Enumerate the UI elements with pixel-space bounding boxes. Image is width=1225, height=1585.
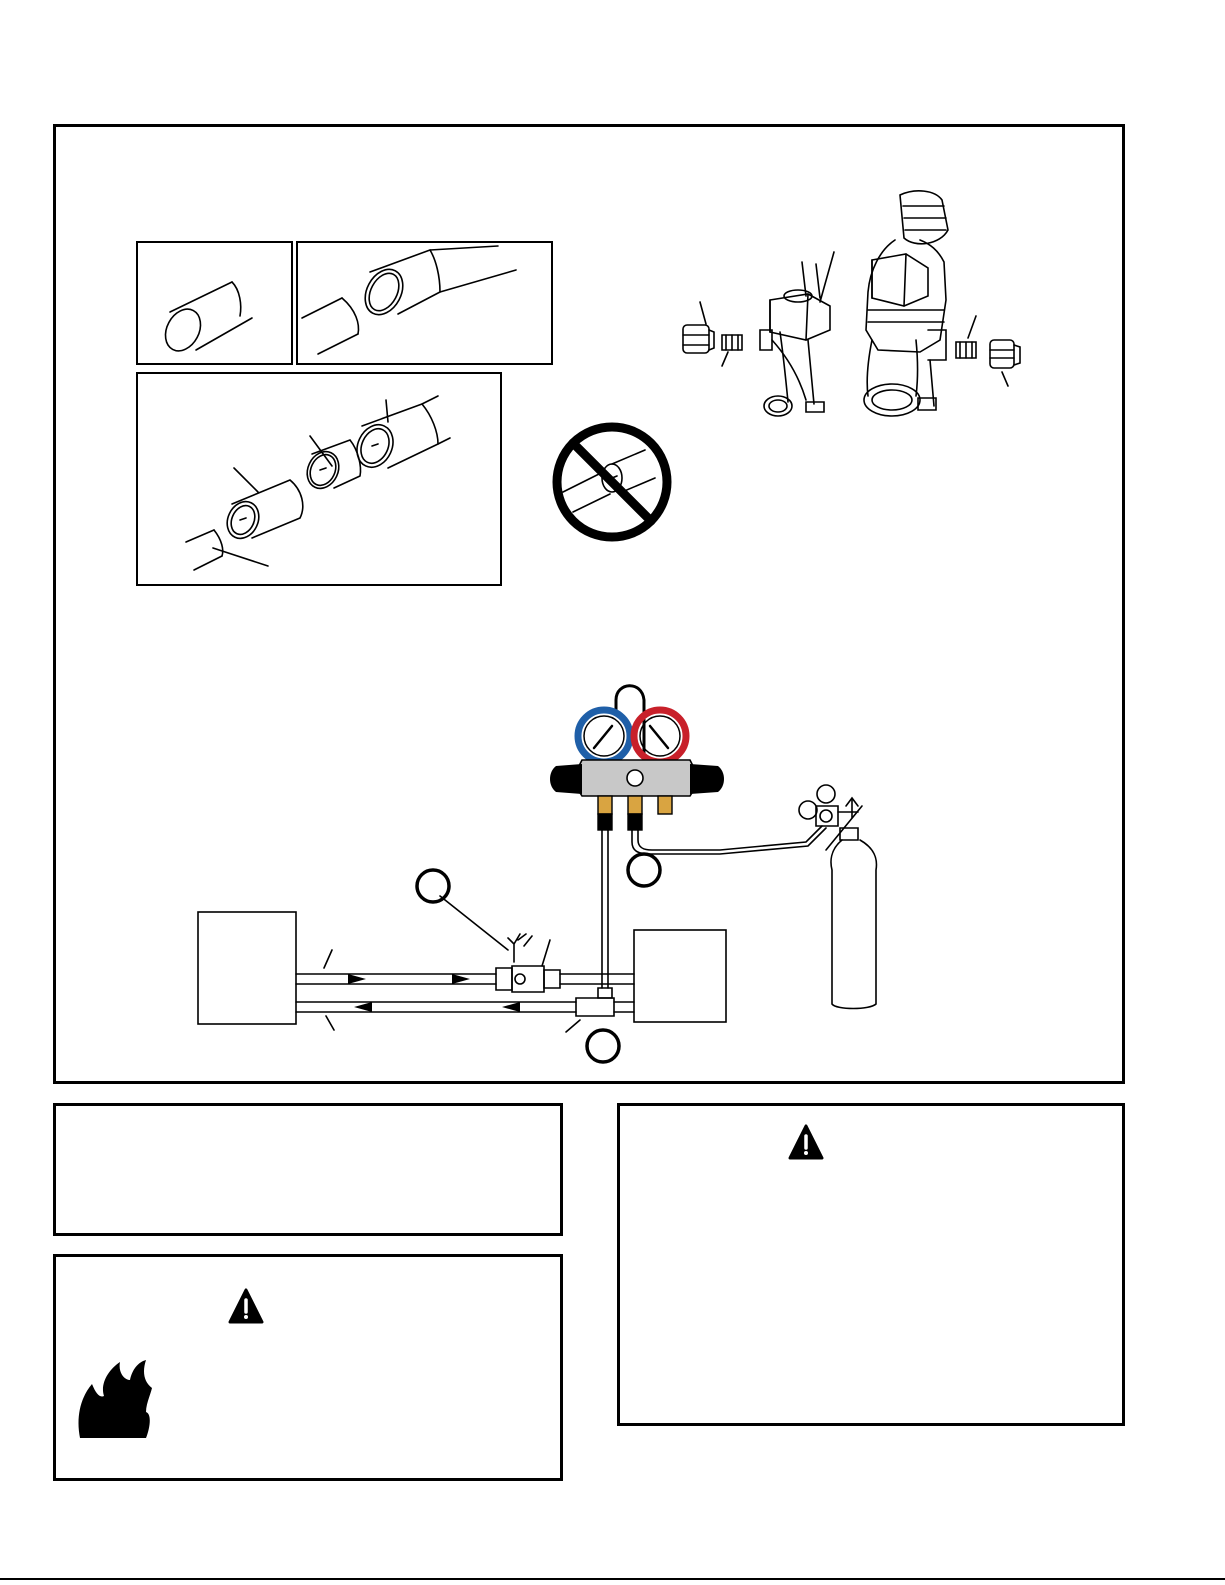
tube-pair-drawing xyxy=(302,246,516,354)
gauge-manifold xyxy=(578,686,686,762)
callout-circle-1 xyxy=(417,870,449,902)
callout-leader xyxy=(440,896,508,950)
warning-triangle-icon xyxy=(230,1290,262,1322)
regulator-gauge-top xyxy=(817,785,835,803)
manifold-sight-glass xyxy=(627,770,643,786)
nitrogen-cylinder xyxy=(831,840,876,1009)
low-side-hose xyxy=(602,830,608,988)
regulator-gauge-left xyxy=(799,801,817,819)
suction-line xyxy=(296,1002,576,1012)
fire-hazard-icon xyxy=(79,1360,153,1438)
high-side-knob xyxy=(690,764,724,794)
tee-fitting xyxy=(576,998,614,1016)
liquid-line-valve xyxy=(496,968,512,990)
low-side-knob xyxy=(550,764,582,794)
coupling-assembly-drawing xyxy=(186,396,450,570)
indoor-unit xyxy=(198,912,296,1024)
prohibition-icon xyxy=(557,427,667,537)
service-valve-large xyxy=(864,191,1020,416)
callout-circle-2 xyxy=(628,854,660,886)
service-valve-small xyxy=(683,252,834,416)
outdoor-unit xyxy=(634,930,726,1022)
flow-arrows xyxy=(348,974,520,1012)
manifold-ports xyxy=(598,796,672,830)
callout-circle-3 xyxy=(587,1030,619,1062)
warning-triangle-icon xyxy=(790,1126,822,1158)
nitrogen-hose xyxy=(638,826,822,850)
tube-end-drawing xyxy=(159,282,252,357)
page-bottom-rule xyxy=(0,1578,1225,1580)
